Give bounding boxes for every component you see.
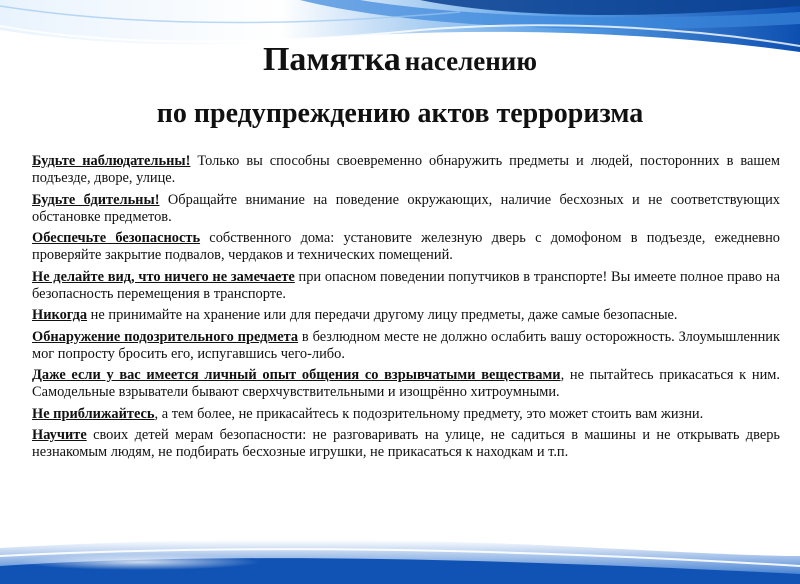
- memo-item-lead: Будьте наблюдательны!: [32, 153, 191, 169]
- memo-item: [32, 307, 780, 324]
- memo-item-text: своих детей мерам безопасности: не разговаривать на улице, не садиться в машины и не открывать дверь незнакомым людям, не подбирать бесхозные игрушки, не прикасаться к находкам и т.п.: [32, 427, 780, 460]
- memo-item-lead: Даже если у вас имеется личный опыт общения со взрывчатыми веществами: [32, 367, 561, 383]
- memo-item: [32, 427, 780, 461]
- memo-item: [32, 192, 780, 226]
- memo-item-lead: Обнаружение подозрительного предмета: [32, 328, 299, 345]
- title-word-pamyatka: Памятка: [262, 41, 401, 78]
- page-title: [0, 36, 800, 138]
- memo-item: [32, 329, 780, 363]
- memo-item-text: Обращайте внимание на поведение окружающих, наличие бесхозных и не соответствующих обстановке предметов.: [32, 191, 780, 225]
- memo-item-lead: Обеспечьте безопасность: [32, 230, 201, 246]
- memo-item-text: собственного дома: установите железную дверь с домофоном в подъезде, ежедневно проверяйте закрытие подвалов, чердаков и технических помещений.: [32, 230, 780, 263]
- memo-item: [32, 367, 780, 401]
- memo-item: [32, 406, 780, 423]
- memo-item-lead: Будьте бдительны!: [32, 191, 160, 208]
- memo-list: [32, 153, 780, 466]
- memo-item-text: , а тем более, не прикасайтесь к подозрительному предмету, это может стоить вам жизни.: [154, 405, 704, 422]
- memo-item: [32, 153, 780, 187]
- memo-item-text: не принимайте на хранение или для передачи другому лицу предметы, даже самые безопасные.: [87, 307, 678, 323]
- memo-item-text: Только вы способны своевременно обнаружить предметы и людей, посторонних в вашем подъезде, дворе, улице.: [32, 153, 780, 186]
- memo-item-text: , не пытайтесь прикасаться к ним. Самодельные взрыватели бывают сверхчувствительными и изощрённо хитроумными.: [32, 367, 780, 400]
- memo-item-lead: Научите: [32, 427, 87, 443]
- memo-item: [32, 230, 780, 264]
- title-word-naseleniyu: населению: [404, 46, 537, 76]
- memo-item-lead: Не делайте вид, что ничего не замечаете: [32, 268, 295, 285]
- memo-item-text: в безлюдном месте не должно ослабить вашу осторожность. Злоумышленник мог попросту бросить его, испугавшись чего-либо.: [32, 328, 780, 362]
- memo-item-lead: Не приближайтесь: [32, 405, 155, 422]
- title-line-2: по предупреждению актов терроризма: [156, 98, 644, 129]
- memo-item: [32, 269, 780, 303]
- memo-item-lead: Никогда: [32, 307, 88, 323]
- memo-item-text: при опасном поведении попутчиков в транспорте! Вы имеете полное право на безопасность перемещения в транспорте.: [32, 268, 780, 302]
